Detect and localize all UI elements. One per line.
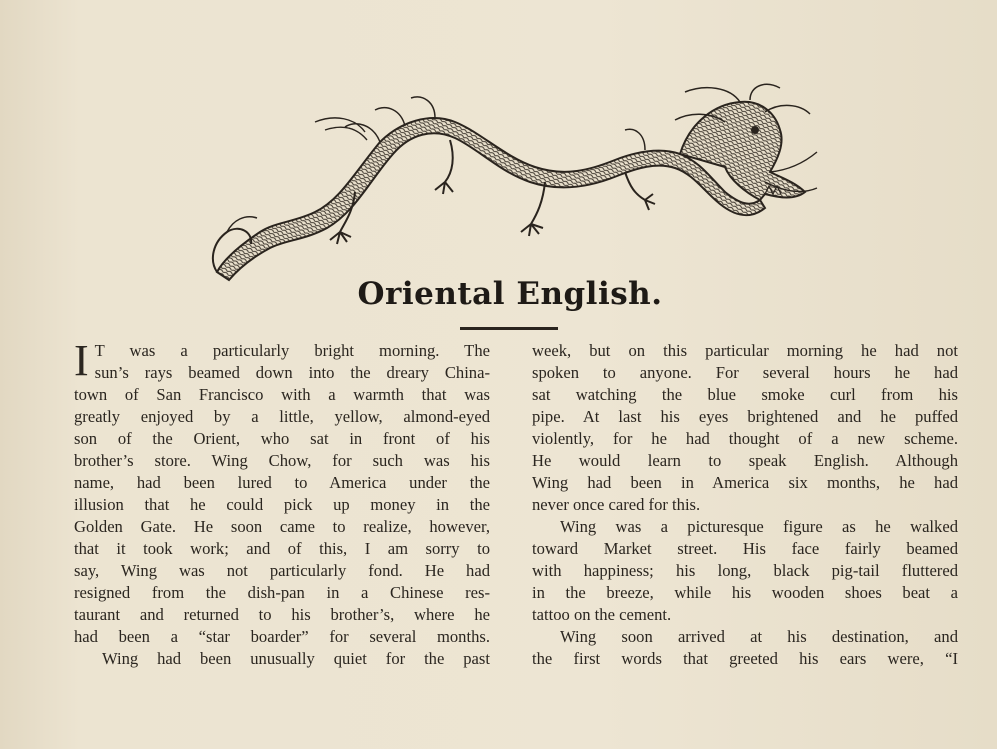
text-line: son of the Orient, who sat in front of his [74, 429, 490, 448]
text-line: that it took work; and of this, I am sorry to [74, 539, 490, 558]
text-line: town of San Francisco with a warmth that was [74, 385, 490, 404]
text-line: Wing soon arrived at his destination, and [560, 627, 958, 646]
text-line: week, but on this particular morning he had not [532, 341, 958, 360]
text-line: sat watching the blue smoke curl from his [532, 385, 958, 404]
left-column [74, 336, 490, 670]
right-column [532, 340, 958, 670]
text-line: say, Wing was not particularly fond. He had [74, 561, 490, 580]
text-line: in the breeze, while his wooden shoes beat a [532, 583, 958, 602]
text-line: Golden Gate. He soon came to realize, however, [74, 517, 490, 536]
text-line: Wing had been unusually quiet for the past [102, 649, 490, 668]
text-line: with happiness; his long, black pig-tail fluttered [532, 561, 958, 580]
text-line: violently, for he had thought of a new scheme. [532, 429, 958, 448]
text-line: toward Market street. His face fairly beamed [532, 539, 958, 558]
dragon-illustration [205, 82, 820, 282]
text-line: the first words that greeted his ears were, “I [532, 649, 958, 668]
title-divider [460, 327, 558, 330]
drop-cap: I [74, 336, 89, 385]
text-line: greatly enjoyed by a little, yellow, almond-eyed [74, 407, 490, 426]
text-line: name, had been lured to America under the [74, 473, 490, 492]
text-line: He would learn to speak English. Although [532, 451, 958, 470]
article-title: Oriental English. [357, 276, 663, 312]
text-line: resigned from the dish-pan in a Chinese res- [74, 583, 490, 602]
text-line: Wing had been in America six months, he had [532, 473, 958, 492]
text-line: tattoo on the cement. [532, 605, 672, 624]
text-line: sun’s rays beamed down into the dreary China- [94, 363, 490, 382]
text-line: had been a “star boarder” for several months. [74, 627, 490, 646]
text-line: illusion that he could pick up money in the [74, 495, 490, 514]
text-line: brother’s store. Wing Chow, for such was his [74, 451, 490, 470]
text-line: spoken to anyone. For several hours he had [532, 363, 958, 382]
text-line: pipe. At last his eyes brightened and he puffed [532, 407, 958, 426]
text-line: taurant and returned to his brother’s, where he [74, 605, 490, 624]
text-line: T was a particularly bright morning. The [94, 341, 490, 360]
text-line: never once cared for this. [532, 495, 701, 514]
text-line: Wing was a picturesque figure as he walked [560, 517, 958, 536]
